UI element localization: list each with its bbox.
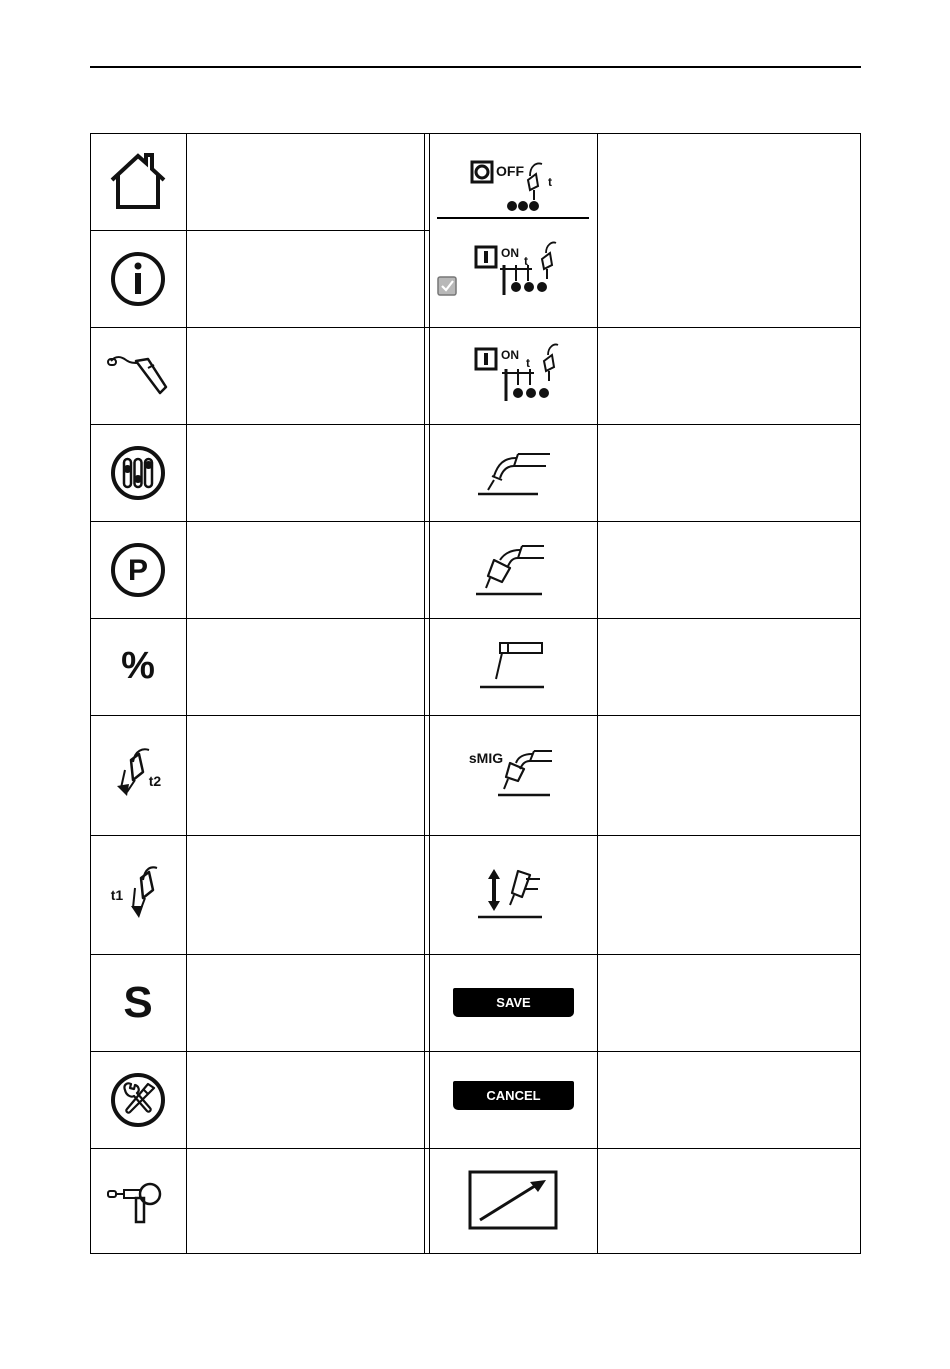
s-icon (90, 954, 186, 1051)
svg-text:t: t (547, 174, 552, 189)
info-icon (90, 230, 186, 327)
save-button[interactable]: SAVE (453, 988, 574, 1017)
on-mode-alt-icon (430, 327, 597, 424)
expand-arrow-icon (430, 1148, 597, 1254)
torch-t1-icon (90, 835, 186, 954)
svg-text:P: P (127, 553, 149, 587)
column-divider (424, 133, 425, 1254)
home-icon (90, 133, 186, 230)
off-mode-icon (430, 133, 597, 230)
symbol-table (90, 133, 861, 1254)
top-rule (90, 66, 861, 68)
on-mode-icon (430, 223, 597, 327)
column-divider (597, 133, 598, 1254)
svg-text:t2: t2 (148, 773, 162, 789)
mig-torch-icon (430, 424, 597, 521)
row-divider (90, 1051, 861, 1052)
description-cell (187, 133, 424, 230)
percent-symbol: % (121, 645, 155, 687)
svg-text:ON: ON (500, 246, 519, 260)
s-symbol: S (123, 977, 153, 1027)
remote-control-icon (90, 1148, 186, 1254)
row-divider (90, 954, 861, 955)
program-p-icon (90, 521, 186, 618)
svg-text:t: t (523, 254, 528, 268)
svg-text:ON: ON (500, 347, 519, 362)
svg-text:sMIG: sMIG (468, 750, 503, 766)
svg-text:t: t (525, 355, 530, 370)
svg-text:t1: t1 (110, 886, 124, 903)
separator-line (437, 217, 589, 219)
mig-angled-torch-icon (430, 521, 597, 618)
smig-torch-icon (430, 715, 597, 835)
settings-sliders-icon (90, 424, 186, 521)
torch-t2-icon (90, 715, 186, 835)
cancel-button[interactable]: CANCEL (453, 1081, 574, 1110)
mma-electrode-icon (430, 618, 597, 715)
svg-text:OFF: OFF (495, 162, 524, 179)
percent-icon (90, 618, 186, 715)
service-tools-icon (90, 1051, 186, 1148)
column-divider (186, 133, 187, 1254)
torch-height-icon (430, 835, 597, 954)
welding-torch-icon (90, 327, 186, 424)
